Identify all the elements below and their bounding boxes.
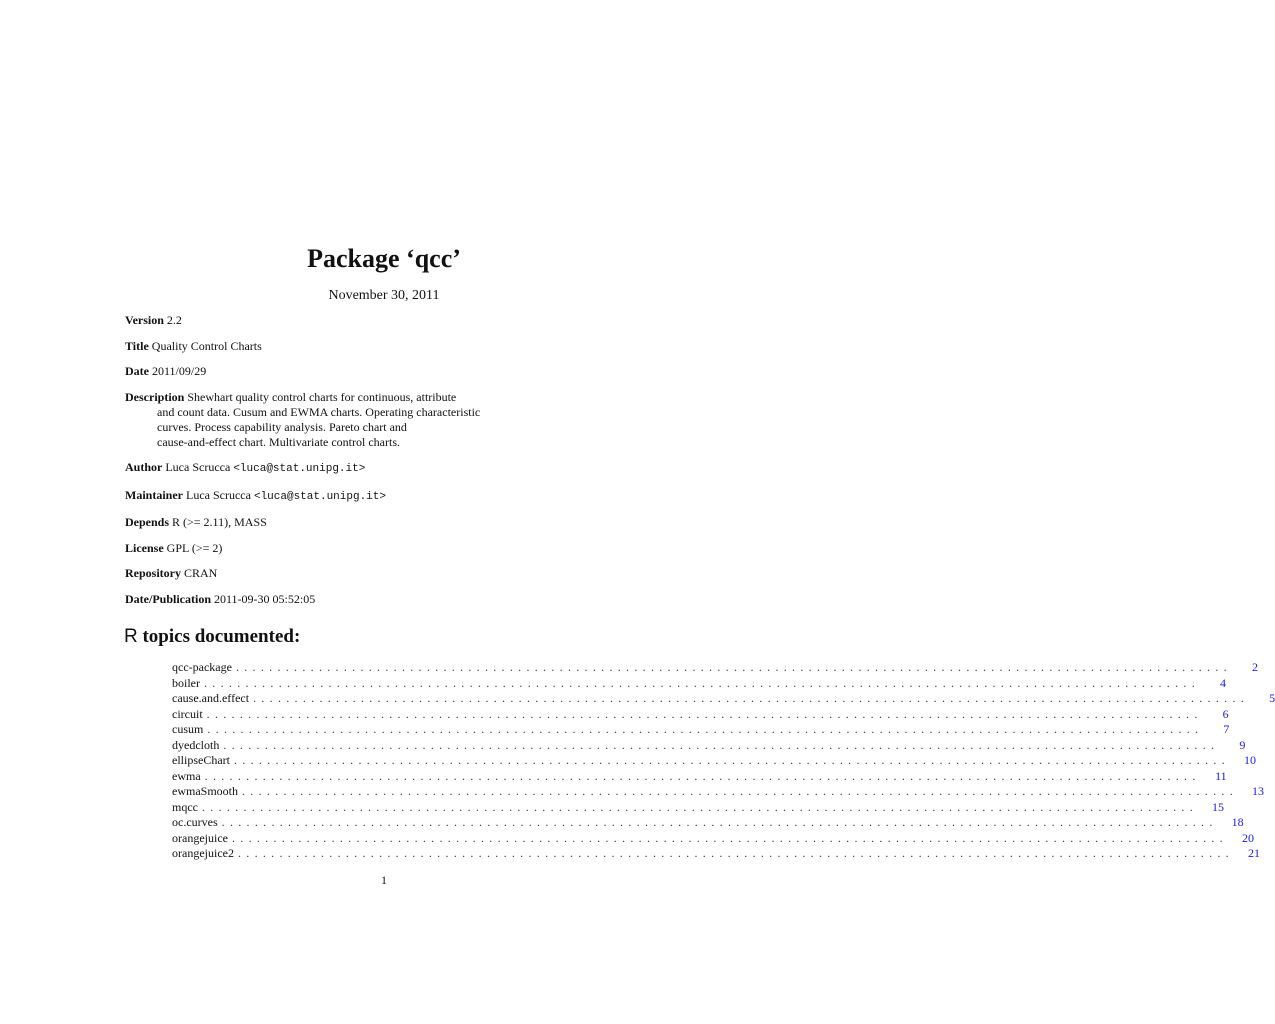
toc-list — [172, 660, 1275, 862]
toc-leader-dots: ........................................................................................................................ — [221, 815, 1218, 829]
toc-leader-dots: ........................................................................................................................ — [231, 830, 1228, 845]
toc-entry — [172, 675, 1226, 692]
field-label-date: Date — [125, 364, 149, 378]
description-line: Shewhart quality control charts for continuous, attribute — [187, 389, 457, 404]
toc-heading — [124, 624, 300, 650]
toc-entry-page-link[interactable]: 20 — [1241, 830, 1254, 845]
field-value-date: 2011/09/29 — [152, 364, 207, 378]
toc-leader-dots: ........................................................................................................................ — [237, 846, 1234, 860]
field-author — [125, 460, 645, 477]
toc-entry-page-link[interactable]: 21 — [1247, 846, 1260, 860]
field-value-title: Quality Control Charts — [151, 338, 262, 353]
author-email: <luca@stat.unipg.it> — [233, 463, 366, 475]
author-name: Luca Scrucca — [165, 460, 231, 474]
maintainer-name: Luca Scrucca — [186, 487, 251, 502]
maintainer-email: <luca@stat.unipg.it> — [253, 490, 386, 503]
field-label-publication: Date/Publication — [125, 591, 211, 606]
toc-entry-name: dyedcloth — [172, 737, 220, 752]
toc-entry-page-link[interactable]: 4 — [1220, 675, 1226, 690]
toc-leader-dots: ........................................................................................................................ — [202, 799, 1198, 814]
page-number: 1 — [381, 873, 387, 887]
field-publication — [125, 592, 645, 607]
toc-heading-text: topics documented: — [137, 626, 301, 647]
toc-leader-dots: ........................................................................................................................ — [242, 784, 1238, 798]
toc-leader-dots: ........................................................................................................................ — [235, 660, 1232, 674]
toc-entry-name: circuit — [172, 706, 203, 721]
toc-entry-name: cusum — [172, 722, 204, 736]
field-label-title: Title — [125, 338, 149, 353]
toc-leader-dots: ........................................................................................................................ — [204, 675, 1200, 690]
field-title — [125, 339, 645, 354]
toc-entry-name: ewmaSmooth — [172, 784, 238, 798]
field-description — [125, 390, 645, 450]
toc-entry — [172, 815, 1244, 831]
page-title: Package ‘qcc’ — [307, 244, 461, 273]
toc-entry — [172, 830, 1254, 847]
toc-leader-dots: ........................................................................................................................ — [253, 691, 1250, 705]
toc-entry-page-link[interactable]: 13 — [1252, 784, 1264, 798]
toc-entry-page-link[interactable]: 9 — [1239, 737, 1246, 752]
toc-entry-name: mqcc — [172, 799, 198, 814]
field-label-depends: Depends — [125, 515, 170, 529]
toc-leader-dots: ........................................................................................................................ — [223, 737, 1220, 752]
toc-entry — [172, 722, 1230, 738]
toc-entry-name: orangejuice — [172, 830, 228, 845]
toc-entry-page-link[interactable]: 15 — [1212, 799, 1224, 814]
toc-entry — [172, 691, 1275, 707]
field-label-repository: Repository — [125, 566, 181, 580]
field-label-description: Description — [125, 389, 185, 404]
field-value-repository: CRAN — [184, 566, 218, 580]
toc-entry-page-link[interactable]: 10 — [1243, 753, 1256, 767]
toc-entry — [172, 737, 1246, 754]
toc-leader-dots: ........................................................................................................................ — [233, 753, 1230, 767]
toc-leader-dots: ........................................................................................................................ — [204, 768, 1201, 783]
toc-entry-page-link[interactable]: 5 — [1269, 691, 1275, 705]
field-value-version: 2.2 — [166, 313, 182, 327]
toc-entry — [172, 799, 1224, 816]
toc-entry-name: orangejuice2 — [172, 846, 234, 860]
field-label-maintainer: Maintainer — [125, 487, 183, 502]
toc-entry — [172, 784, 1264, 800]
toc-heading-r: R — [124, 626, 138, 647]
field-label-author: Author — [125, 460, 163, 474]
toc-entry-name: ewma — [172, 768, 201, 783]
toc-entry-name: qcc-package — [172, 660, 232, 674]
toc-entry — [172, 660, 1258, 676]
toc-entry — [172, 846, 1260, 862]
field-label-version: Version — [125, 313, 164, 327]
toc-entry-page-link[interactable]: 7 — [1223, 722, 1230, 736]
toc-entry-name: ellipseChart — [172, 753, 230, 767]
field-value-license: GPL (>= 2) — [166, 540, 223, 555]
toc-entry-page-link[interactable]: 2 — [1251, 660, 1258, 674]
field-date — [125, 364, 645, 379]
description-line: and count data. Cusum and EWMA charts. Operating characteristic — [157, 404, 481, 419]
toc-leader-dots: ........................................................................................................................ — [207, 722, 1204, 736]
toc-entry-name: oc.curves — [172, 815, 218, 829]
field-version — [125, 313, 645, 328]
toc-entry — [172, 753, 1256, 769]
toc-entry — [172, 706, 1229, 723]
field-value-publication: 2011-09-30 05:52:05 — [214, 591, 316, 606]
toc-entry-name: cause.and.effect — [172, 691, 250, 705]
field-repository — [125, 566, 645, 581]
toc-entry-page-link[interactable]: 6 — [1222, 706, 1229, 721]
toc-entry-name: boiler — [172, 675, 200, 690]
page-date: November 30, 2011 — [328, 288, 440, 303]
field-depends — [125, 515, 645, 530]
package-fields — [125, 313, 645, 617]
description-line: cause-and-effect chart. Multivariate control charts. — [157, 434, 400, 449]
toc-entry — [172, 768, 1227, 785]
field-maintainer — [125, 488, 645, 505]
field-label-license: License — [125, 540, 164, 555]
toc-entry-page-link[interactable]: 11 — [1215, 768, 1227, 783]
toc-entry-page-link[interactable]: 18 — [1231, 815, 1244, 829]
toc-leader-dots: ........................................................................................................................ — [206, 706, 1203, 721]
description-line: curves. Process capability analysis. Pareto chart and — [157, 419, 407, 434]
field-license — [125, 541, 645, 556]
field-value-depends: R (>= 2.11), MASS — [172, 515, 267, 529]
